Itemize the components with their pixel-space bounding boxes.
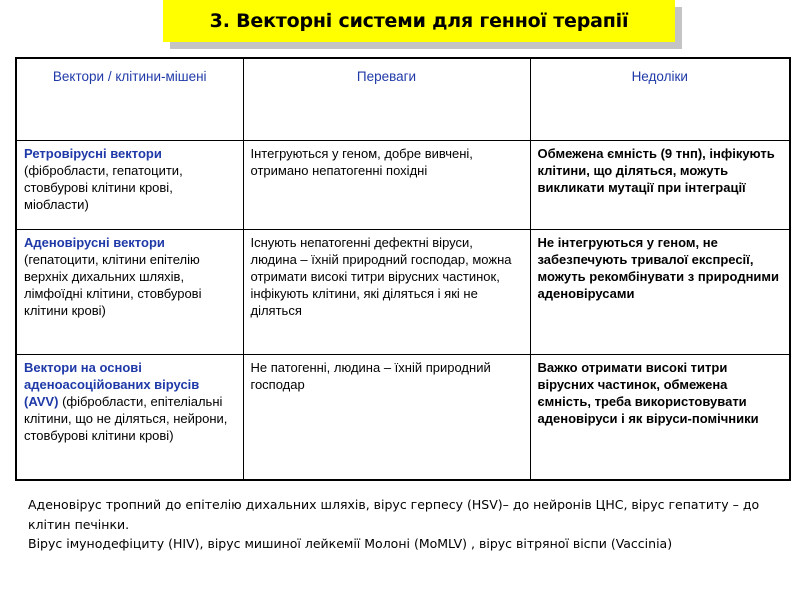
vector-target-cells: (фібробласти, гепатоцити, стовбурові клітини крові, міобласти): [24, 163, 183, 212]
vector-systems-table: [15, 57, 791, 481]
vector-name: Аденовірусні вектори: [24, 235, 165, 250]
footer-line-tropism: Аденовірус тропний до епітелію дихальних шляхів, вірус герпесу (HSV)– до нейронів ЦНС, вірус гепатиту – до клітин печінки.: [28, 497, 760, 532]
vector-target-cells: (гепатоцити, клітини епітелію верхніх дихальних шляхів, лімфоїдні клітини, стовбурові клітини крові): [24, 252, 202, 318]
advantages-cell: Інтегруються у геном, добре вивчені, отримано непатогенні похідні: [243, 141, 530, 230]
table-header-row: [16, 58, 790, 141]
table-row: [16, 230, 790, 355]
disadvantages-cell: Не інтегруються у геном, не забезпечують тривалої експресії, можуть рекомбінувати з природними аденовірусами: [530, 230, 790, 355]
footer-line-viruses: Вірус імунодефіциту (HIV), вірус мишиної лейкемії Молоні (MoMLV) , вірус вітряної віспи (Vaccinia): [28, 536, 673, 551]
vector-name: Вектори на основі аденоасоційованих вірусів (AVV): [24, 360, 200, 409]
disadvantages-cell: Обмежена ємність (9 тнп), інфікують клітини, що діляться, можуть викликати мутації при інтеграції: [530, 141, 790, 230]
table-row: [16, 141, 790, 230]
header-disadvantages: Недоліки: [530, 58, 790, 141]
vector-cell: [16, 355, 243, 481]
vector-target-cells: (фібробласти, епітеліальні клітини, що не діляться, нейрони, стовбурові клітини крові): [24, 394, 228, 443]
advantages-cell: Існують непатогенні дефектні віруси, людина – їхній природний господар, можна отримати високі титри вірусних частинок, інфікують клітини, які діляться і які не діляться: [243, 230, 530, 355]
disadvantages-cell: Важко отримати високі титри вірусних частинок, обмежена ємність, треба використовувати аденовіруси і як віруси-помічники: [530, 355, 790, 481]
vector-name: Ретровірусні вектори: [24, 146, 162, 161]
header-advantages: Переваги: [243, 58, 530, 141]
footer-notes: [28, 495, 780, 554]
table-row: [16, 355, 790, 481]
header-vectors: Вектори / клітини-мішені: [16, 58, 243, 141]
vector-cell: [16, 230, 243, 355]
advantages-cell: Не патогенні, людина – їхній природний господар: [243, 355, 530, 481]
vector-cell: [16, 141, 243, 230]
slide-title: 3. Векторні системи для генної терапії: [163, 0, 675, 42]
